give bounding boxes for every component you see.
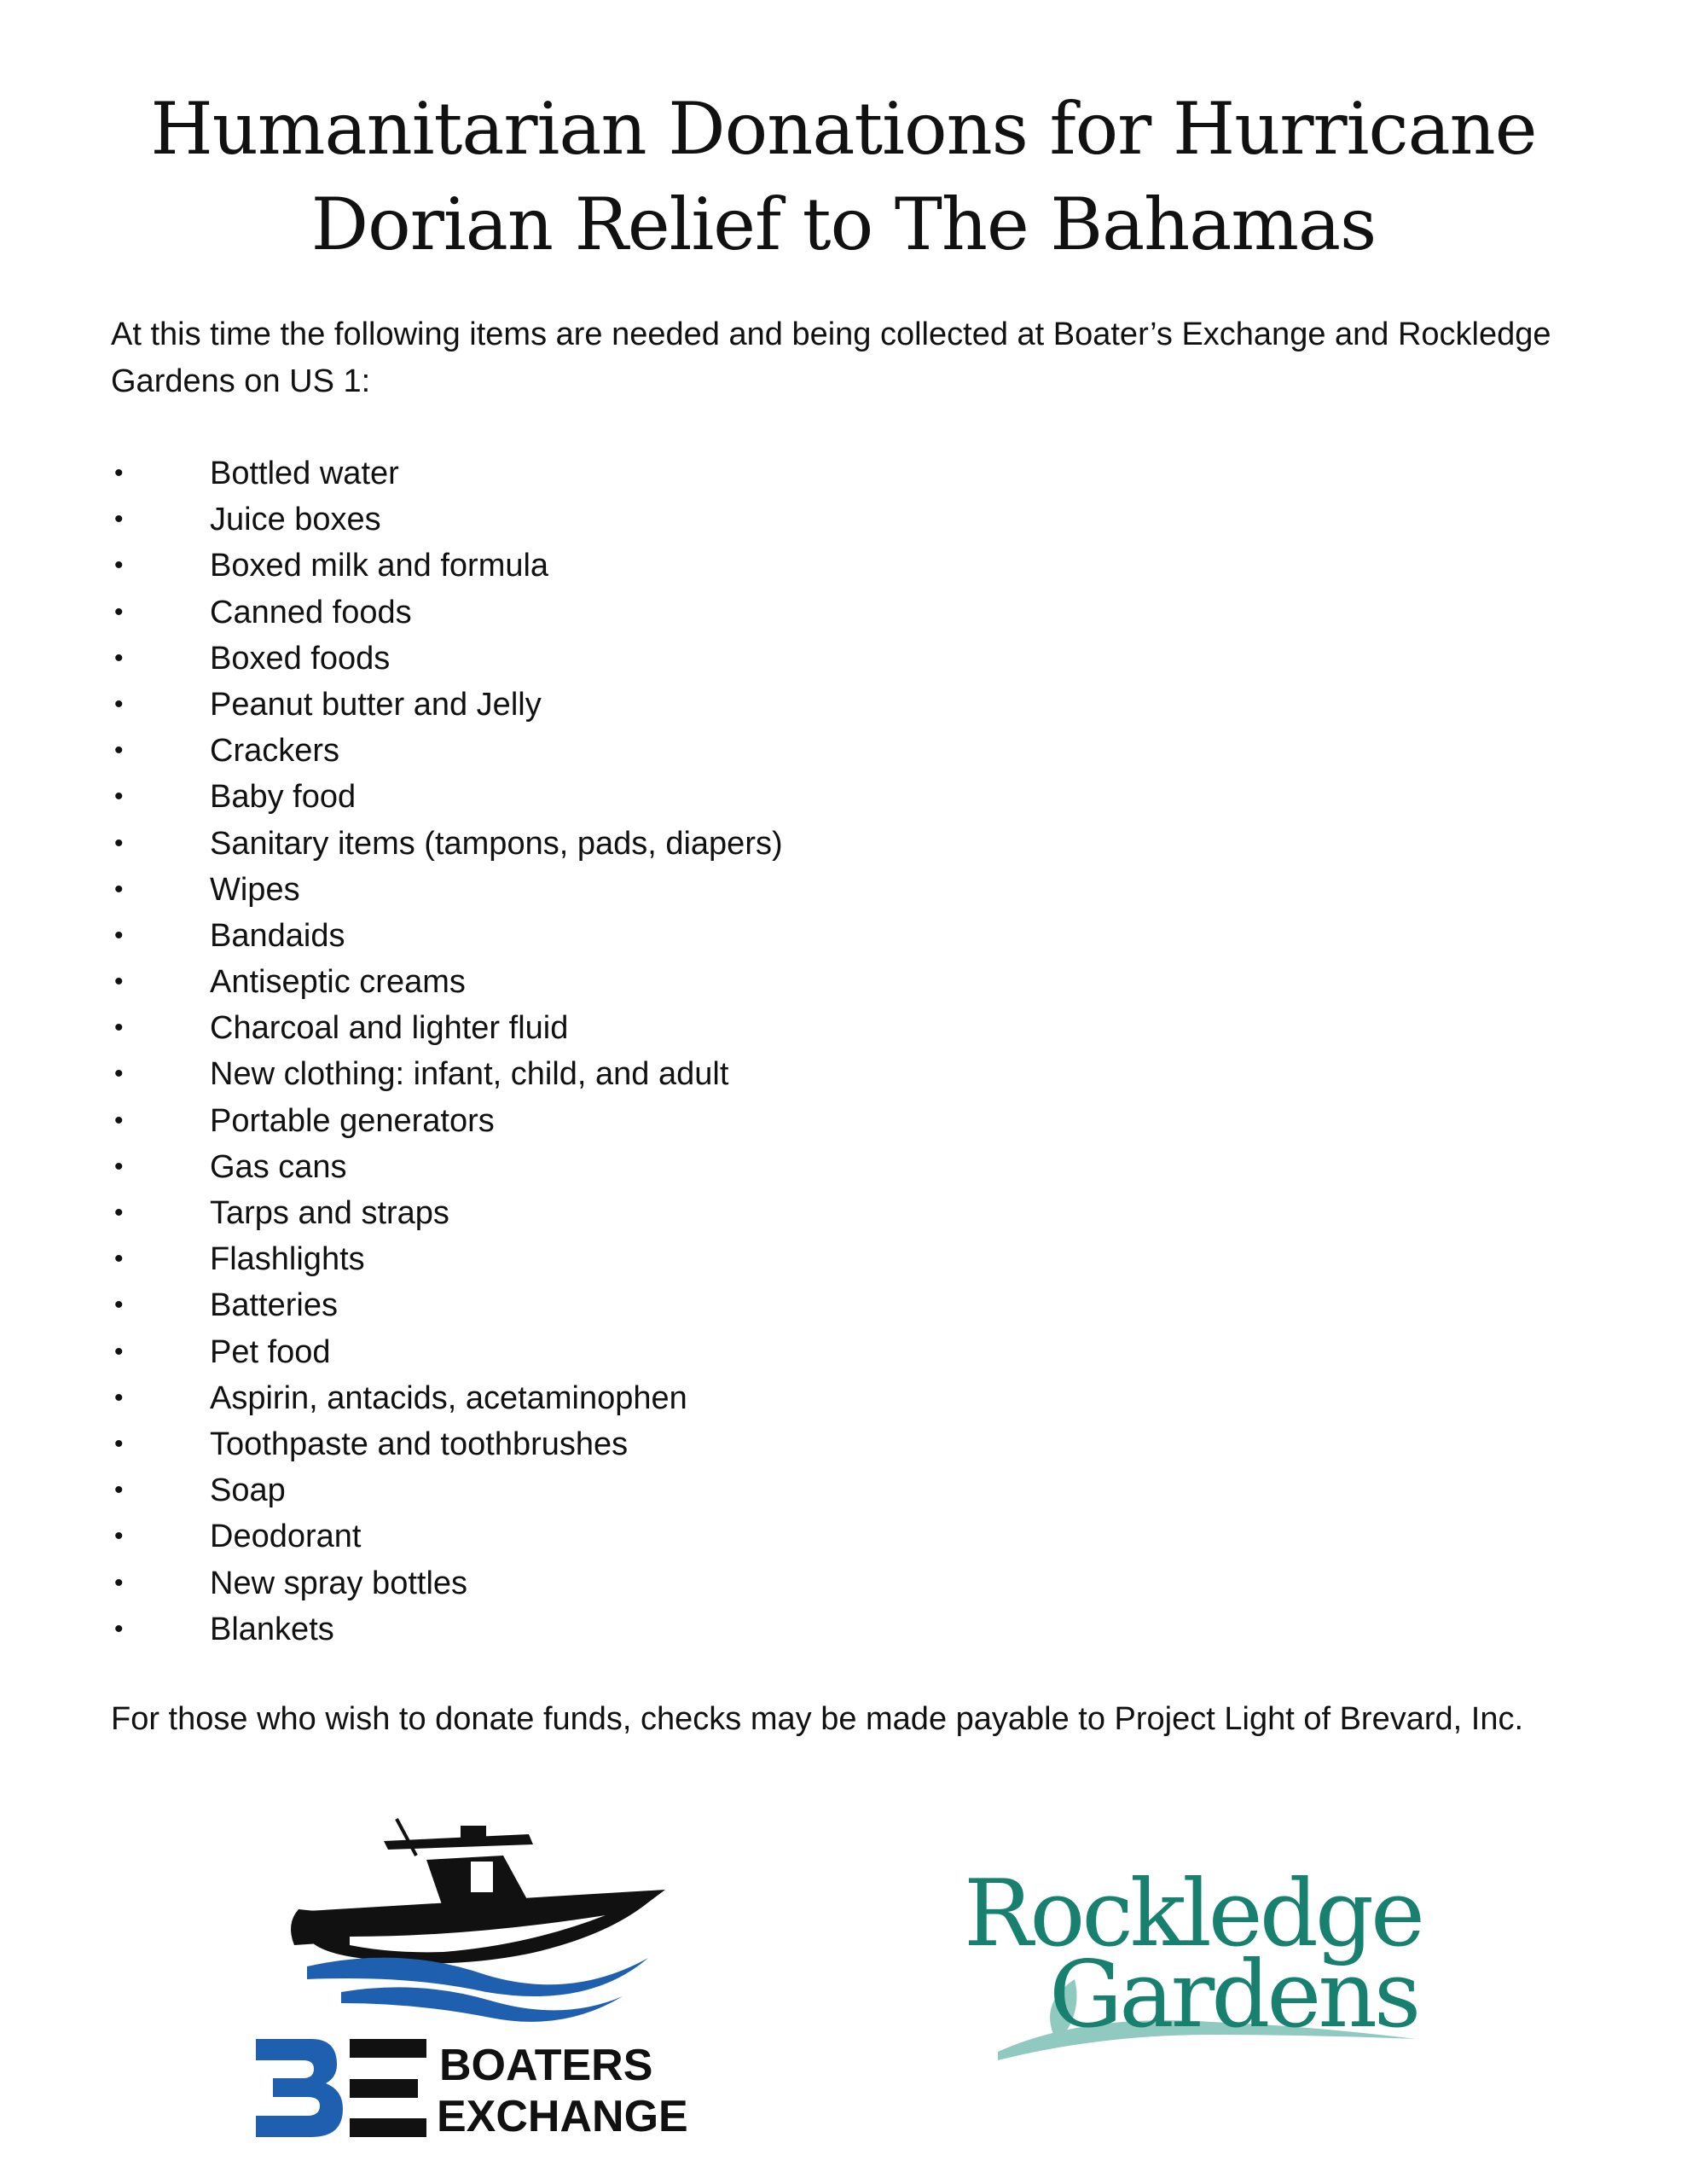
bullet-icon: • <box>114 1291 124 1320</box>
list-item <box>111 728 783 774</box>
bullet-icon: • <box>114 967 124 996</box>
page-title <box>0 81 1687 272</box>
list-item <box>111 821 783 867</box>
list-item <box>111 450 783 497</box>
list-item-text: Crackers <box>210 733 340 770</box>
list-item <box>111 1421 783 1467</box>
bullet-icon: • <box>114 1614 124 1643</box>
list-item <box>111 1375 783 1421</box>
list-item-text: New spray bottles <box>210 1565 468 1601</box>
bullet-icon: • <box>114 782 124 811</box>
rockledge-label: Rockledge <box>964 1861 1422 1967</box>
donation-items-list <box>111 450 783 1653</box>
bullet-icon: • <box>114 1476 124 1505</box>
funds-paragraph: For those who wish to donate funds, checks may be made payable to Project Light of Brevard, Inc. <box>111 1701 1524 1737</box>
list-item <box>111 1560 783 1606</box>
list-item-text: Batteries <box>210 1287 338 1324</box>
intro-paragraph: At this time the following items are needed and being collected at Boater’s Exchange and Rockledge Gardens on US 1: <box>111 317 1551 399</box>
bullet-icon: • <box>114 1429 124 1458</box>
list-item-text: Baby food <box>210 779 357 816</box>
list-item <box>111 1144 783 1190</box>
title-line-2: Dorian Relief to The Bahamas <box>310 183 1377 266</box>
list-item-text: New clothing: infant, child, and adult <box>210 1056 729 1093</box>
bullet-icon: • <box>114 689 124 718</box>
list-item <box>111 590 783 636</box>
list-item <box>111 1606 783 1653</box>
bullet-icon: • <box>114 1337 124 1366</box>
list-item <box>111 1236 783 1282</box>
list-item <box>111 1005 783 1051</box>
list-item <box>111 1051 783 1097</box>
list-item-text: Blankets <box>210 1611 334 1647</box>
exchange-label: EXCHANGE <box>437 2092 688 2141</box>
bullet-icon: • <box>114 551 124 580</box>
bullet-icon: • <box>114 1060 124 1089</box>
list-item <box>111 959 783 1005</box>
gardens-label: Gardens <box>1049 1942 1418 2048</box>
boaters-label: BOATERS <box>439 2041 653 2090</box>
list-item <box>111 497 783 543</box>
title-line-1: Humanitarian Donations for Hurricane <box>150 87 1537 171</box>
boaters-exchange-logo <box>247 1809 725 2141</box>
waves-icon <box>307 1958 648 2022</box>
bullet-icon: • <box>114 505 124 534</box>
list-item-text: Portable generators <box>210 1102 495 1139</box>
list-item-text: Juice boxes <box>210 502 381 538</box>
list-item-text: Bandaids <box>210 917 345 954</box>
list-item <box>111 1467 783 1513</box>
list-item <box>111 1282 783 1328</box>
list-item-text: Pet food <box>210 1333 331 1370</box>
list-item-text: Boxed foods <box>210 640 391 677</box>
rockledge-gardens-logo <box>955 1851 1433 2073</box>
bullet-icon: • <box>114 597 124 626</box>
list-item <box>111 774 783 820</box>
bullet-icon: • <box>114 874 124 903</box>
bullet-icon: • <box>114 1106 124 1135</box>
list-item-text: Deodorant <box>210 1519 362 1555</box>
list-item-text: Tarps and straps <box>210 1195 449 1231</box>
list-item-text: Charcoal and lighter fluid <box>210 1010 569 1047</box>
list-item-text: Antiseptic creams <box>210 964 466 1001</box>
list-item-text: Canned foods <box>210 594 412 630</box>
bullet-icon: • <box>114 828 124 857</box>
bullet-icon: • <box>114 736 124 765</box>
be-monogram <box>256 2039 426 2137</box>
bullet-icon: • <box>114 1245 124 1274</box>
bullet-icon: • <box>114 921 124 950</box>
bullet-icon: • <box>114 1522 124 1551</box>
list-item-text: Aspirin, antacids, acetaminophen <box>210 1380 687 1416</box>
bullet-icon: • <box>114 1383 124 1412</box>
list-item <box>111 1513 783 1560</box>
list-item <box>111 543 783 589</box>
list-item-text: Boxed milk and formula <box>210 548 549 584</box>
list-item <box>111 867 783 913</box>
list-item-text: Flashlights <box>210 1241 365 1278</box>
list-item-text: Soap <box>210 1472 286 1509</box>
bullet-icon: • <box>114 1199 124 1227</box>
list-item <box>111 636 783 682</box>
list-item-text: Peanut butter and Jelly <box>210 686 542 723</box>
bullet-icon: • <box>114 1568 124 1597</box>
list-item-text: Gas cans <box>210 1148 347 1185</box>
list-item <box>111 1329 783 1375</box>
bullet-icon: • <box>114 459 124 487</box>
list-item <box>111 682 783 728</box>
list-item-text: Wipes <box>210 871 300 908</box>
boat-icon <box>291 1819 665 1963</box>
bullet-icon: • <box>114 1152 124 1181</box>
list-item-text: Bottled water <box>210 456 399 491</box>
list-item <box>111 1190 783 1236</box>
list-item-text: Sanitary items (tampons, pads, diapers) <box>210 825 783 862</box>
bullet-icon: • <box>114 1014 124 1043</box>
bullet-icon: • <box>114 643 124 672</box>
list-item-text: Toothpaste and toothbrushes <box>210 1426 629 1462</box>
list-item <box>111 913 783 959</box>
list-item <box>111 1098 783 1144</box>
